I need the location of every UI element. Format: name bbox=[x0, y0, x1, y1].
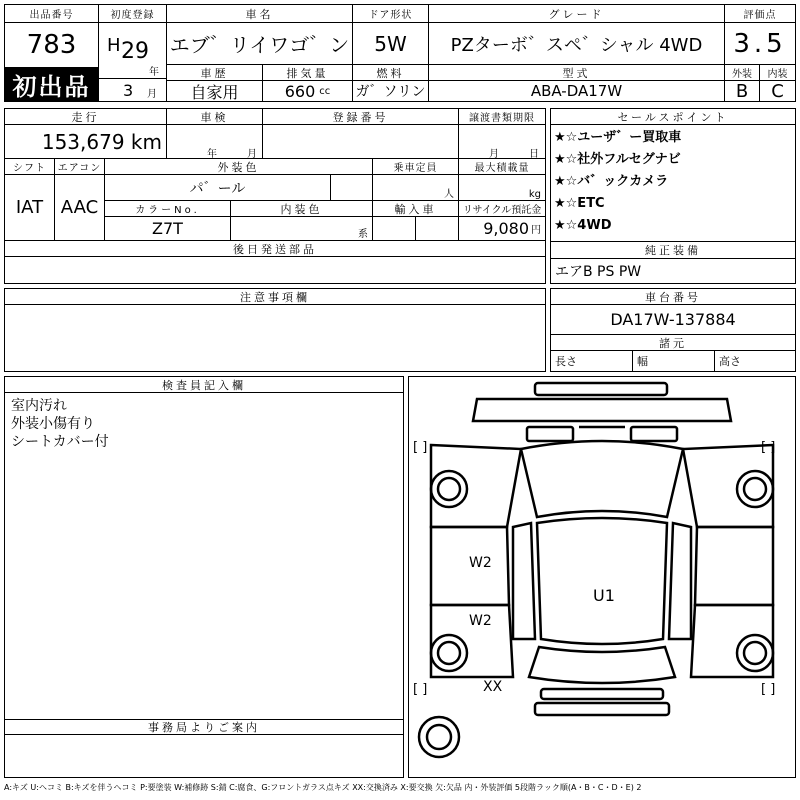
notes-block bbox=[4, 288, 546, 372]
door-label: ドア形状 bbox=[353, 5, 429, 23]
inspection-month-unit: 月 bbox=[247, 149, 257, 159]
displacement-value: 660 bbox=[284, 81, 316, 101]
ext-color-label: 外装色 bbox=[105, 159, 373, 175]
delivery-parts-label: 後日発送部品 bbox=[5, 241, 545, 257]
ext-grade: B bbox=[725, 81, 760, 101]
damage-mark: W2 bbox=[469, 613, 492, 629]
first-listing-badge bbox=[5, 67, 99, 101]
height-label: 高さ bbox=[719, 355, 741, 368]
ac-label: エアコン bbox=[55, 159, 105, 175]
car-name: エブ゛リイワゴ゛ン bbox=[167, 23, 353, 65]
int-grade: C bbox=[771, 81, 784, 101]
sales-block bbox=[550, 108, 796, 284]
sales-point: ★☆ユーザ゛ー買取車 bbox=[554, 130, 682, 145]
damage-mark: U1 bbox=[593, 586, 615, 605]
history-label: 車歴 bbox=[167, 65, 263, 81]
lot-label: 出品番号 bbox=[5, 5, 99, 23]
chassis-number: DA17W-137884 bbox=[551, 305, 795, 335]
color-no-label: カラーNo. bbox=[105, 201, 231, 217]
ext-color-extra bbox=[331, 175, 373, 201]
sales-point: ★☆社外フルセグナビ bbox=[554, 152, 681, 167]
load bbox=[459, 175, 545, 201]
car-diagram-block bbox=[408, 376, 796, 778]
recycle-value: 9,080 bbox=[483, 219, 529, 238]
inspection-year-unit: 年 bbox=[207, 149, 217, 159]
damage-mark: W2 bbox=[469, 555, 492, 571]
first-reg-label: 初度登録 bbox=[99, 5, 167, 23]
ext-grade-label: 外装 bbox=[725, 65, 760, 81]
model: ABA-DA17W bbox=[429, 81, 725, 101]
spec-block bbox=[4, 108, 546, 284]
sales-points-list bbox=[551, 127, 795, 237]
load-label: 最大積載量 bbox=[459, 159, 545, 175]
inspection-date bbox=[167, 125, 263, 159]
shift-label: シフト bbox=[5, 159, 55, 175]
sales-point: ★☆4WD bbox=[554, 218, 612, 233]
sales-point: ★☆バ゛ックカメラ bbox=[554, 174, 669, 189]
mileage: 153,679 km bbox=[5, 125, 167, 159]
grade-label: グレード bbox=[429, 5, 725, 23]
displacement-unit: cc bbox=[319, 85, 331, 97]
recycle bbox=[459, 217, 545, 241]
score-label: 評価点 bbox=[725, 5, 795, 23]
sales-point: ★☆ETC bbox=[554, 196, 605, 211]
fuel: ガ゛ソリン bbox=[353, 81, 429, 101]
ext-color: パ゛ール bbox=[105, 175, 331, 201]
recycle-label: リサイクル預託金 bbox=[459, 201, 545, 217]
transfer-label: 譲渡書類期限 bbox=[459, 109, 545, 125]
door-type: 5W bbox=[353, 23, 429, 65]
month-unit: 月 bbox=[147, 89, 157, 100]
transfer-month-unit: 月 bbox=[489, 149, 499, 159]
svg-text:[ ]: [ ] bbox=[413, 682, 428, 697]
import-b bbox=[416, 217, 459, 241]
capacity bbox=[373, 175, 459, 201]
inspector-block bbox=[4, 376, 404, 778]
color-no: Z7T bbox=[105, 217, 231, 241]
reg-no bbox=[263, 125, 459, 159]
int-color-label: 内装色 bbox=[231, 201, 373, 217]
svg-text:[ ]: [ ] bbox=[761, 440, 776, 455]
first-listing-text: 初出品 bbox=[12, 72, 91, 101]
transfer-day-unit: 日 bbox=[529, 149, 539, 159]
car-diagram bbox=[409, 377, 795, 777]
import-label: 輸入車 bbox=[373, 201, 459, 217]
fuel-label: 燃料 bbox=[353, 65, 429, 81]
transfer-date bbox=[459, 125, 545, 159]
chassis-block bbox=[550, 288, 796, 372]
dims-label: 諸元 bbox=[551, 335, 795, 351]
displacement-label: 排気量 bbox=[263, 65, 353, 81]
displacement bbox=[263, 81, 353, 101]
car-name-label: 車名 bbox=[167, 5, 353, 23]
svg-text:[ ]: [ ] bbox=[413, 440, 428, 455]
history: 自家用 bbox=[167, 81, 263, 101]
delivery-parts bbox=[5, 257, 545, 283]
capacity-unit: 人 bbox=[444, 189, 454, 200]
int-color bbox=[231, 217, 373, 241]
first-reg-year bbox=[99, 23, 167, 79]
footer-legend: A:キズ U:ヘコミ B:キズを伴うヘコミ P:要塗装 W:補修跡 S:錆 C:腐食、G:フロントガラス点キズ XX:交換済み X:要交換 欠:欠品 内・外装評価 5段階ラック順(A・B・C・D・E) 2 bbox=[4, 783, 642, 792]
import-a bbox=[373, 217, 416, 241]
score: 3.5 bbox=[725, 23, 795, 65]
grade: PZターボ゛スペ゛シャル 4WD bbox=[429, 23, 725, 65]
inspector-line: 外装小傷有り bbox=[11, 416, 95, 432]
recycle-unit: 円 bbox=[531, 225, 541, 236]
int-grade-label: 内装 bbox=[760, 65, 795, 81]
equipment: エアB PS PW bbox=[555, 264, 642, 280]
header-block bbox=[4, 4, 796, 102]
first-reg-month bbox=[99, 79, 167, 101]
inspector-line: シートカバー付 bbox=[11, 434, 109, 450]
notes-label: 注意事項欄 bbox=[5, 289, 545, 305]
int-color-unit: 系 bbox=[358, 229, 368, 240]
inspector-label: 検査員記入欄 bbox=[5, 377, 403, 393]
era-letter: H bbox=[107, 35, 121, 56]
lot-value: 783 bbox=[5, 23, 99, 67]
svg-text:[ ]: [ ] bbox=[761, 682, 776, 697]
damage-mark: XX bbox=[483, 679, 503, 695]
month-number: 3 bbox=[123, 81, 134, 100]
inspector-notes bbox=[11, 397, 109, 451]
length-label: 長さ bbox=[551, 351, 633, 371]
capacity-label: 乗車定員 bbox=[373, 159, 459, 175]
inspection-label: 車検 bbox=[167, 109, 263, 125]
shift: IAT bbox=[5, 175, 55, 241]
office-label: 事務局よりご案内 bbox=[5, 719, 403, 735]
reg-no-label: 登録番号 bbox=[263, 109, 459, 125]
year-number: 29 bbox=[121, 39, 149, 64]
chassis-label: 車台番号 bbox=[551, 289, 795, 305]
sales-points-label: セールスポイント bbox=[551, 109, 795, 125]
year-unit: 年 bbox=[149, 67, 159, 78]
width-label: 幅 bbox=[633, 351, 715, 371]
inspector-line: 室内汚れ bbox=[11, 398, 67, 414]
model-label: 型式 bbox=[429, 65, 725, 81]
mileage-label: 走行 bbox=[5, 109, 167, 125]
equipment-label: 純正装備 bbox=[551, 241, 795, 259]
load-unit: kg bbox=[528, 189, 541, 200]
ac: AAC bbox=[55, 175, 105, 241]
